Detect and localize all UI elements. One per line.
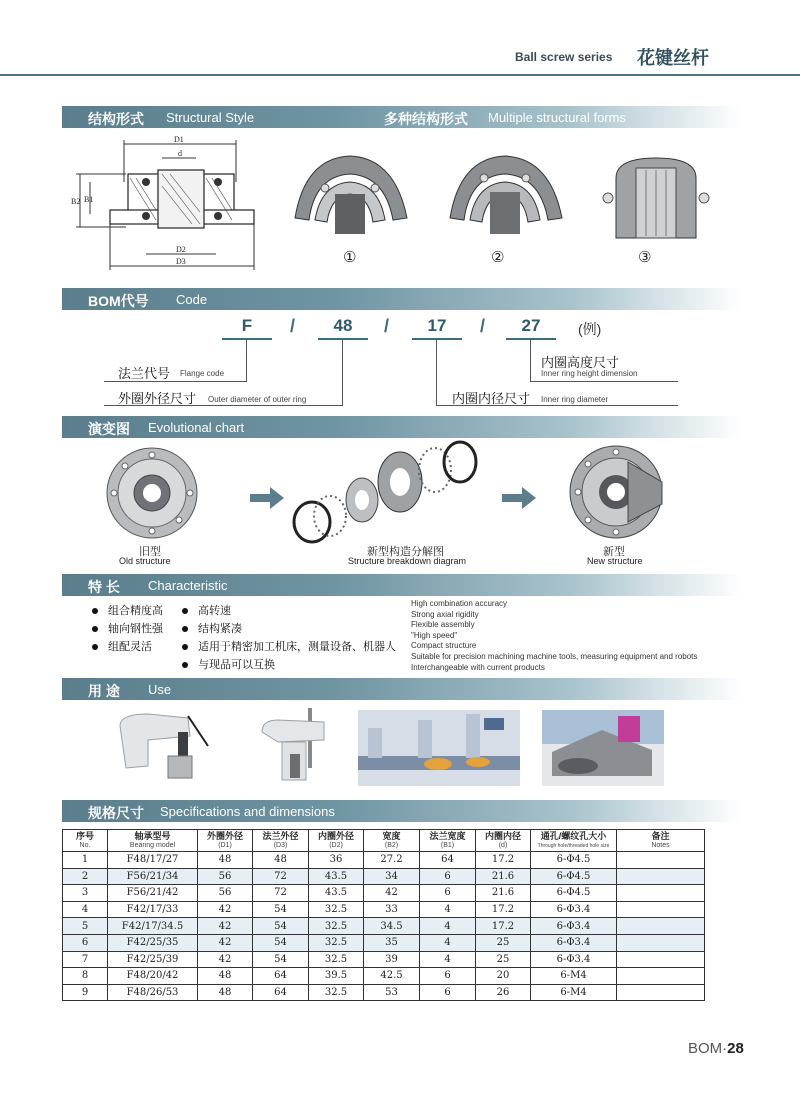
inner-height-label-cn: 内圈高度尺寸 — [541, 355, 620, 370]
feature-item: 组合精度高 — [92, 602, 163, 618]
usage-photo-robot-arm — [118, 706, 218, 786]
usage-title-cn: 用 途 — [88, 683, 120, 699]
bom-code-inner: 17 — [427, 316, 447, 335]
page-header — [0, 0, 800, 80]
feature-item: 高转速 — [182, 602, 231, 618]
form-1-image — [285, 148, 415, 248]
structural-title-en: Structural Style — [166, 110, 255, 125]
dim-b2-label: B2 — [71, 197, 81, 206]
bom-separator-1: / — [290, 316, 296, 336]
table-row: 5 F42/17/34.5 42 54 32.5 34.5 4 17.2 6-Φ3.4 — [63, 918, 705, 935]
flange-code-label-en: Flange code — [180, 369, 225, 378]
structural-title-cn: 结构形式 — [88, 111, 144, 127]
table-header-row — [63, 830, 705, 852]
feature-item: 适用于精密加工机床，测量设备、机器人 — [182, 638, 396, 654]
breakdown-label-en: Structure breakdown diagram — [348, 556, 467, 566]
arrow-right-icon — [502, 487, 536, 509]
breakdown-label-cn: 新型构造分解图 — [367, 546, 444, 558]
header-bearing-model: 轴承型号 Bearing model — [108, 830, 198, 852]
characteristic-title-en: Characteristic — [148, 578, 228, 593]
bom-section-header — [62, 288, 742, 310]
footer-prefix: BOM — [688, 1040, 723, 1057]
evolution-title-cn: 演变图 — [88, 421, 130, 437]
table-row: 8 F48/20/42 48 64 39.5 42.5 6 20 6-M4 — [63, 968, 705, 985]
form-2-label: ② — [491, 249, 505, 266]
structure-breakdown-image — [290, 440, 482, 545]
header-d: 内圈内径 (d) — [476, 830, 531, 852]
new-structure-label-cn: 新型 — [603, 546, 625, 558]
characteristic-title-cn: 特 长 — [88, 579, 120, 595]
bom-title-en: Code — [176, 292, 208, 307]
table-row: 4 F42/17/33 42 54 32.5 33 4 17.2 6-Φ3.4 — [63, 901, 705, 918]
header-d1: 外圈外径 (D1) — [198, 830, 253, 852]
inner-diameter-label-cn: 内圈内径尺寸 — [452, 391, 531, 406]
outer-diameter-label-cn: 外圈外径尺寸 — [118, 391, 197, 406]
feature-item: 组配灵活 — [92, 638, 152, 654]
series-title-cn: 花键丝杆 — [637, 48, 709, 68]
series-title-en: Ball screw series — [515, 50, 613, 64]
header-notes: 备注 Notes — [617, 830, 705, 852]
dim-d-label: d — [178, 149, 182, 158]
bom-example-tag: (例) — [578, 321, 602, 337]
table-row: 1 F48/17/27 48 48 36 27.2 64 17.2 6-Φ4.5 — [63, 852, 705, 869]
bom-separator-2: / — [384, 316, 390, 336]
dim-b1-label: B1 — [84, 195, 94, 204]
header-no: 序号 No. — [63, 830, 108, 852]
specs-section-header — [62, 800, 742, 822]
new-structure-label-en: New structure — [587, 556, 643, 566]
arrow-right-icon — [250, 487, 284, 509]
form-3-image — [596, 148, 716, 248]
page-number: 28 — [727, 1040, 744, 1057]
form-2-image — [440, 148, 570, 248]
footer-dot: · — [722, 1040, 728, 1057]
bom-code-flange: F — [241, 316, 253, 335]
dim-d2-label: D2 — [176, 245, 186, 254]
bom-separator-3: / — [480, 316, 486, 336]
header-hole-size: 通孔/螺纹孔大小 Through hole/threaded hole size — [531, 830, 617, 852]
multiple-title-cn: 多种结构形式 — [384, 111, 468, 127]
evolution-title-en: Evolutional chart — [148, 420, 245, 435]
page-footer — [688, 1040, 744, 1057]
characteristic-section-header — [62, 574, 742, 596]
evolution-section-header — [62, 416, 742, 438]
table-row: 7 F42/25/39 42 54 32.5 39 4 25 6-Φ3.4 — [63, 951, 705, 968]
old-structure-label-cn: 旧型 — [139, 546, 161, 558]
table-row: 9 F48/26/53 48 64 32.5 53 6 26 6-M4 — [63, 984, 705, 1001]
dim-d3-label: D3 — [176, 257, 186, 266]
bom-code-outer: 48 — [333, 316, 353, 335]
structural-section-header — [62, 106, 742, 128]
old-structure-label-en: Old structure — [119, 556, 171, 566]
multiple-title-en: Multiple structural forms — [488, 110, 626, 125]
bom-code-height: 27 — [521, 316, 541, 335]
specs-title-cn: 规格尺寸 — [88, 805, 144, 821]
flange-code-label-cn: 法兰代号 — [118, 366, 171, 381]
feature-item: 与现品可以互换 — [182, 656, 275, 672]
usage-photo-scara-robot — [258, 706, 340, 786]
header-d2: 内圈外径 (D2) — [309, 830, 364, 852]
bearing-cross-section-drawing — [66, 132, 266, 277]
bom-code-inner-line — [412, 338, 462, 340]
dim-d1-label: D1 — [174, 135, 184, 144]
header-b1: 法兰宽度 (B1) — [420, 830, 476, 852]
table-row: 6 F42/25/35 42 54 32.5 35 4 25 6-Φ3.4 — [63, 934, 705, 951]
usage-section-header — [62, 678, 742, 700]
form-3-label: ③ — [638, 249, 652, 266]
usage-photo-machine-render — [542, 710, 664, 786]
feature-item: 结构紧凑 — [182, 620, 242, 636]
bom-code-outer-line — [318, 338, 368, 340]
specifications-table — [62, 829, 705, 1001]
form-1-label: ① — [343, 249, 357, 266]
feature-list-en: High combination accuracy Strong axial rigidity Flexible assembly "High speed" Compact structure Suitable for precision machining machine tools, measuring equipment and robots Interchangeable with current products — [411, 599, 698, 672]
old-structure-image — [104, 445, 200, 541]
header-b2: 宽度 (B2) — [364, 830, 420, 852]
usage-title-en: Use — [148, 682, 172, 697]
header-rule — [0, 74, 800, 76]
bom-code-flange-line — [222, 338, 272, 340]
table-row: 3 F56/21/42 56 72 43.5 42 6 21.6 6-Φ4.5 — [63, 885, 705, 902]
bom-code-height-line — [506, 338, 556, 340]
usage-photo-assembly-line — [358, 710, 520, 786]
bom-title-cn: BOM代号 — [88, 293, 149, 309]
feature-item: 轴向钢性强 — [92, 620, 163, 636]
inner-height-label-en: Inner ring height dimension — [541, 369, 638, 378]
table-row: 2 F56/21/34 56 72 43.5 34 6 21.6 6-Φ4.5 — [63, 868, 705, 885]
header-d3: 法兰外径 (D3) — [253, 830, 309, 852]
outer-diameter-label-en: Outer diameter of outer ring — [208, 395, 307, 404]
new-structure-image — [566, 442, 666, 542]
inner-diameter-label-en: Inner ring diameter — [541, 395, 609, 404]
specs-title-en: Specifications and dimensions — [160, 804, 335, 819]
